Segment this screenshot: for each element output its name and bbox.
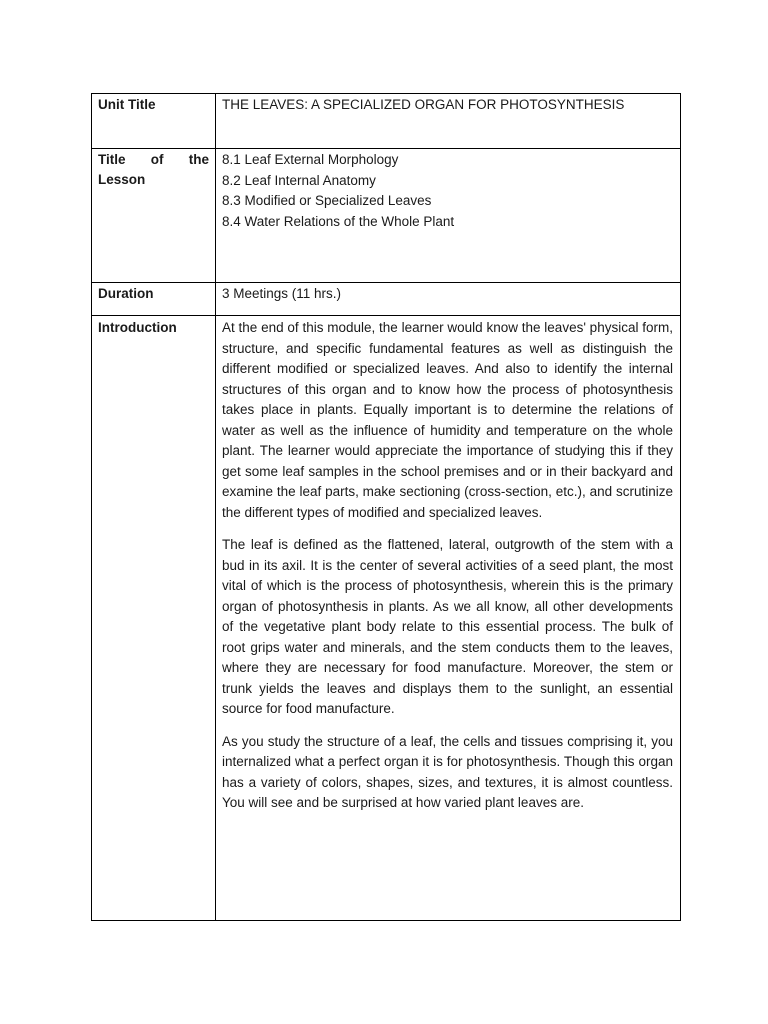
row-label-lesson-title: Title of the Lesson <box>98 152 209 187</box>
lesson-item: 8.4 Water Relations of the Whole Plant <box>222 213 455 229</box>
content-cell <box>216 149 681 283</box>
unit-title-value: THE LEAVES: A SPECIALIZED ORGAN FOR PHOTOSYNTHESIS <box>222 97 625 112</box>
intro-paragraph: At the end of this module, the learner would know the leaves' physical form, structure, and specific fundamental features as well as distinguish the different modified or specialized leaves. And also to identify the internal structures of this organ and to know how the process of photosynthesis takes place in plants. Equally important is to determine the relations of water as well as the influence of humidity and temperature on the whole plant. The learner would appreciate the importance of studying this if they get some leaf samples in the school premises and or in their backyard and examine the leaf parts, make sectioning (cross-section, etc.), and scrutinize the different types of modified and specialized leaves. <box>222 320 673 520</box>
table-row-duration <box>92 283 681 316</box>
lesson-item: 8.2 Leaf Internal Anatomy <box>222 172 376 188</box>
content-cell <box>216 283 681 316</box>
lesson-item: 8.1 Leaf External Morphology <box>222 152 399 167</box>
content-cell <box>216 94 681 149</box>
row-label-duration: Duration <box>98 286 154 301</box>
label-cell <box>92 149 216 283</box>
lesson-info-table <box>91 93 681 921</box>
lesson-item: 8.3 Modified or Specialized Leaves <box>222 193 432 208</box>
table-row-lesson-title <box>92 149 681 283</box>
row-label-introduction: Introduction <box>98 320 177 335</box>
table-row-introduction <box>92 316 681 921</box>
intro-paragraph: The leaf is defined as the flattened, lateral, outgrowth of the stem with a bud in its axil. It is the center of several activities of a seed plant, the most vital of which is the process of photosynthesis, wherein this is the primary organ of photosynthesis in plants. As we all know, all other developments of the vegetative plant body relate to this essential process. The bulk of root grips water and minerals, and the stem conducts them to the leaves, where they are necessary for food manufacture. Moreover, the stem or trunk yields the leaves and displays them to the sunlight, an essential source for food manufacture. <box>222 537 673 716</box>
label-cell <box>92 94 216 149</box>
row-label-unit-title: Unit Title <box>98 97 156 112</box>
duration-value: 3 Meetings (11 hrs.) <box>222 286 342 301</box>
label-cell <box>92 316 216 921</box>
table-row-unit-title <box>92 94 681 149</box>
content-cell <box>216 316 681 921</box>
intro-paragraph: As you study the structure of a leaf, the cells and tissues comprising it, you internalized what a perfect organ it is for photosynthesis. Though this organ has a variety of colors, shapes, sizes, and textures, it is almost countless. You will see and be surprised at how varied plant leaves are. <box>222 733 673 810</box>
label-cell <box>92 283 216 316</box>
